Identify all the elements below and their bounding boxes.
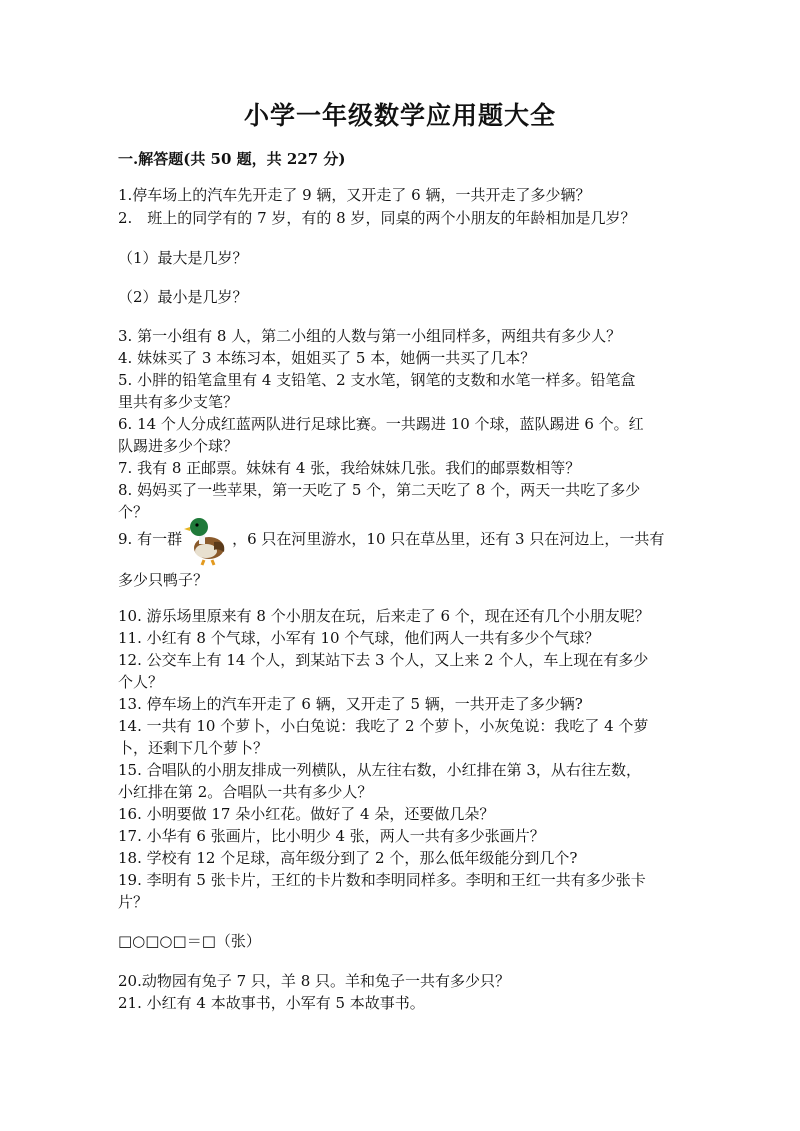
question-11: 11. 小红有 8 个气球，小军有 10 个气球，他们两人一共有多少个气球？ xyxy=(118,629,600,647)
question-19-line-2: 片？ xyxy=(118,893,149,911)
question-14-line-1: 14. 一共有 10 个萝卜，小白兔说：我吃了 2 个萝卜，小灰兔说：我吃了 4 个萝 xyxy=(118,717,649,735)
question-17: 17. 小华有 6 张画片，比小明少 4 张，两人一共有多少张画片？ xyxy=(118,827,545,845)
page-title: 小学一年级数学应用题大全 xyxy=(243,101,556,130)
question-2-part-1: （1）最大是几岁？ xyxy=(118,249,248,267)
question-18: 18. 学校有 12 个足球，高年级分到了 2 个，那么低年级能分到几个? xyxy=(118,849,578,867)
question-6-line-1: 6. 14 个人分成红蓝两队进行足球比赛。一共踢进 10 个球，蓝队踢进 6 个。红 xyxy=(118,415,644,433)
question-5-line-1: 5. 小胖的铅笔盒里有 4 支铅笔、2 支水笔，钢笔的支数和水笔一样多。铅笔盒 xyxy=(118,371,636,389)
question-9-prefix: 9. 有一群 xyxy=(118,530,183,548)
question-12-line-1: 12. 公交车上有 14 个人，到某站下去 3 个人，又上来 2 个人，车上现在有多少 xyxy=(118,651,649,669)
question-13: 13. 停车场上的汽车开走了 6 辆，又开走了 5 辆，一共开走了多少辆? xyxy=(118,695,583,713)
question-9-suffix: ，6 只在河里游水，10 只在草丛里，还有 3 只在河边上，一共有 xyxy=(232,530,665,548)
question-8-line-1: 8. 妈妈买了一些苹果，第一天吃了 5 个，第二天吃了 8 个，两天一共吃了多少 xyxy=(118,481,641,499)
question-7: 7. 我有 8 正邮票。妹妹有 4 张，我给妹妹几张。我们的邮票数相等？ xyxy=(118,459,581,477)
question-5-line-2: 里共有多少支笔？ xyxy=(118,393,239,411)
question-1: 1.停车场上的汽车先开走了 9 辆，又开走了 6 辆，一共开走了多少辆？ xyxy=(118,186,591,204)
question-6-line-2: 队踢进多少个球？ xyxy=(118,437,239,455)
question-15-line-2: 小红排在第 2。合唱队一共有多少人？ xyxy=(118,783,373,801)
question-12-line-2: 个人？ xyxy=(118,673,164,691)
duck-icon xyxy=(184,512,228,566)
question-9-line-1 xyxy=(118,511,683,567)
question-20: 20.动物园有兔子 7 只，羊 8 只。羊和兔子一共有多少只？ xyxy=(118,972,511,990)
question-10: 10. 游乐场里原来有 8 个小朋友在玩，后来走了 6 个，现在还有几个小朋友呢？ xyxy=(118,607,650,625)
question-8-line-2: 个？ xyxy=(118,503,149,521)
question-21: 21. 小红有 4 本故事书，小军有 5 本故事书。 xyxy=(118,994,425,1012)
question-9-line-2: 多少只鸭子？ xyxy=(118,571,209,589)
question-4: 4. 妹妹买了 3 本练习本，姐姐买了 5 本，她俩一共买了几本？ xyxy=(118,349,536,367)
section-heading: 一.解答题(共 50 题，共 227 分) xyxy=(118,150,346,168)
question-2: 2. 班上的同学有的 7 岁，有的 8 岁，同桌的两个小朋友的年龄相加是几岁？ xyxy=(118,209,636,227)
question-19-formula: □○□○□＝□（张） xyxy=(118,932,261,950)
question-14-line-2: 卜，还剩下几个萝卜？ xyxy=(118,739,269,757)
question-3: 3. 第一小组有 8 人，第二小组的人数与第一小组同样多，两组共有多少人？ xyxy=(118,327,622,345)
question-15-line-1: 15. 合唱队的小朋友排成一列横队，从左往右数，小红排在第 3，从右往左数， xyxy=(118,761,641,779)
question-19-line-1: 19. 李明有 5 张卡片，王红的卡片数和李明同样多。李明和王红一共有多少张卡 xyxy=(118,871,646,889)
question-16: 16. 小明要做 17 朵小红花。做好了 4 朵，还要做几朵？ xyxy=(118,805,495,823)
question-2-part-2: （2）最小是几岁？ xyxy=(118,288,248,306)
